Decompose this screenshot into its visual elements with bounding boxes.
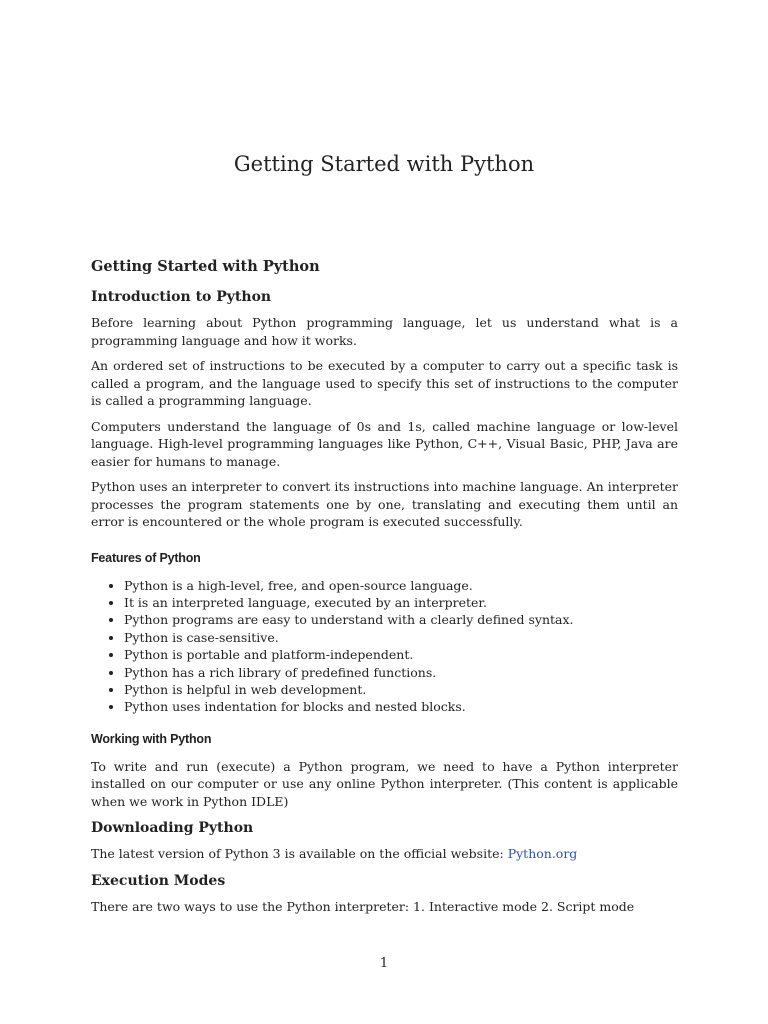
downloading-paragraph	[91, 845, 678, 863]
document-body	[91, 256, 678, 923]
downloading-heading: Downloading Python	[91, 820, 254, 837]
execution-paragraph: There are two ways to use the Python interpreter: 1. Interactive mode 2. Script mode	[91, 898, 635, 914]
python-org-link[interactable]: Python.org	[507, 846, 578, 862]
execution-heading: Execution Modes	[91, 872, 226, 889]
working-heading: Working with Python	[91, 731, 212, 746]
intro-paragraph-3: Computers understand the language of 0s and 1s, called machine language or low-level language. High-level programming languages like Python, C++, Visual Basic, PHP, Java are easier for humans to manage.	[91, 418, 678, 469]
list-item: • It is an interpreted language, executed by an interpreter.	[124, 594, 678, 611]
section-heading: Getting Started with Python	[91, 258, 320, 275]
list-item: • Python uses indentation for blocks and nested blocks.	[124, 698, 678, 715]
document-title: Getting Started with Python	[233, 152, 535, 176]
intro-paragraph-2: An ordered set of instructions to be executed by a computer to carry out a specific task is called a program, and the language used to specify this set of instructions to the computer is called a programming language.	[91, 358, 678, 408]
list-item: • Python has a rich library of predefined functions.	[124, 664, 678, 681]
list-item: • Python is helpful in web development.	[124, 681, 678, 698]
intro-paragraph-4: Python uses an interpreter to convert its instructions into machine language. An interpreter processes the program statements one by one, translating and executing them until an error is encountered or the whole program is executed successfully.	[91, 479, 678, 529]
intro-heading: Introduction to Python	[91, 289, 272, 305]
features-list	[91, 577, 678, 716]
page-number: 1	[379, 956, 389, 971]
list-item: • Python is portable and platform-independent.	[124, 646, 678, 663]
list-item: • Python is case-sensitive.	[124, 629, 678, 646]
downloading-text: The latest version of Python 3 is available on the official website:	[91, 846, 508, 862]
intro-paragraph-1: Before learning about Python programming language, let us understand what is a programming language and how it works.	[91, 315, 678, 348]
working-paragraph: To write and run (execute) a Python program, we need to have a Python interpreter installed on our computer or use any online Python interpreter. (This content is applicable when we work in Python IDLE)	[91, 758, 678, 809]
features-heading: Features of Python	[91, 550, 201, 565]
list-item: • Python programs are easy to understand with a clearly defined syntax.	[124, 611, 678, 628]
list-item: • Python is a high-level, free, and open-source language.	[124, 577, 678, 594]
